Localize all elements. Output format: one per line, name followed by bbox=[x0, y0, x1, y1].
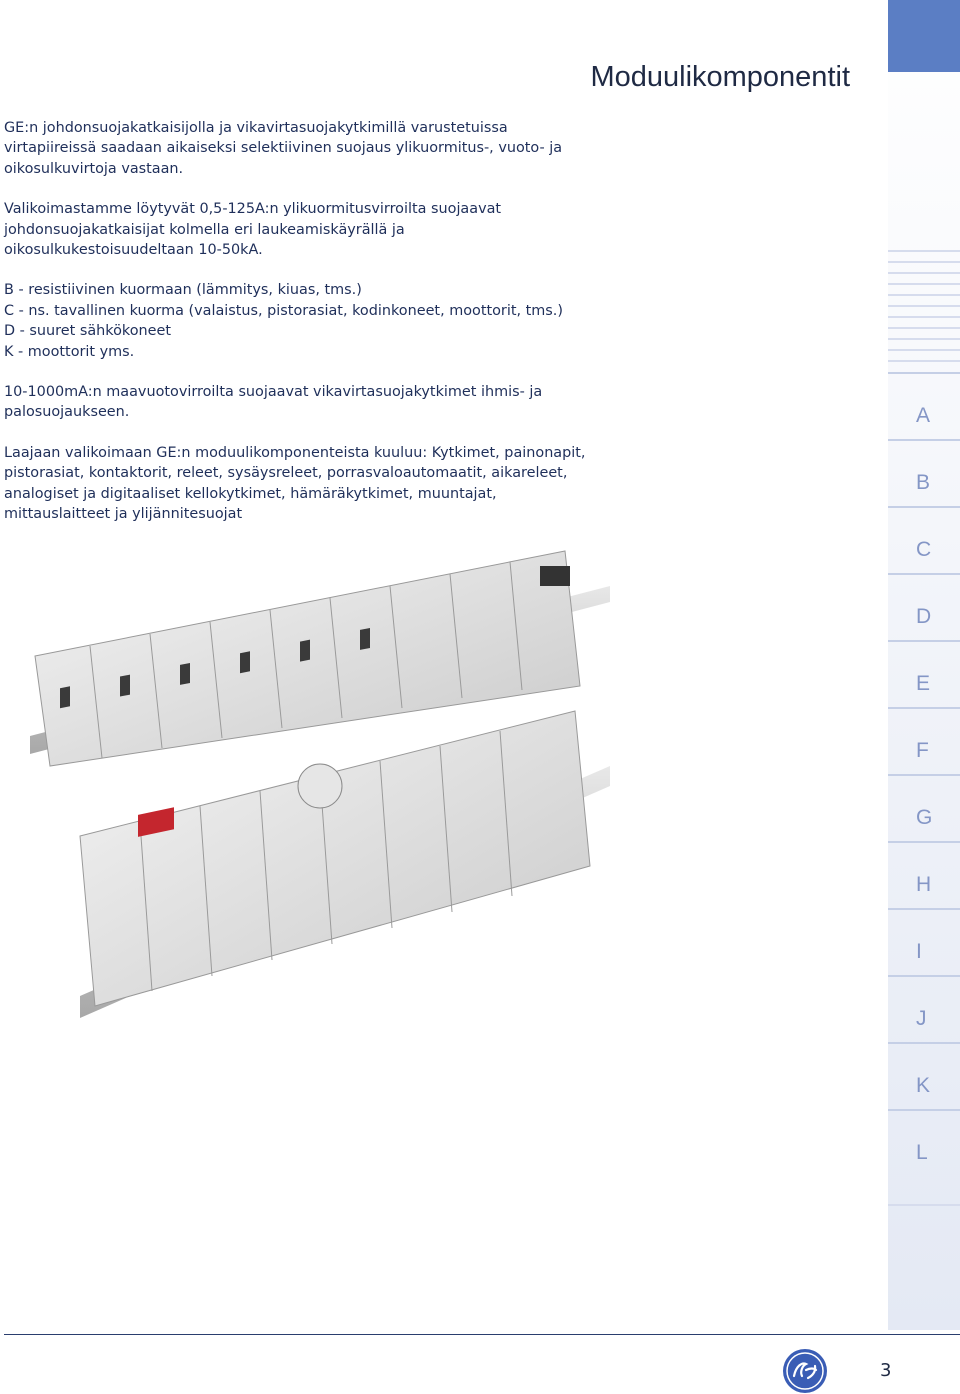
ge-logo-icon bbox=[782, 1348, 828, 1394]
text-line: oikosulkukestoisuudeltaan 10-50kA. bbox=[4, 242, 263, 259]
text-line: virtapiireissä saadaan aikaiseksi selektiivinen suojaus ylikuormitus-, vuoto- ja bbox=[4, 140, 563, 157]
footer-rule bbox=[4, 1334, 960, 1335]
index-letter-l[interactable]: L bbox=[888, 1109, 960, 1176]
sidebar bbox=[888, 0, 960, 1330]
text-line: D - suuret sähkökoneet bbox=[4, 323, 171, 340]
text-line: Valikoimastamme löytyvät 0,5-125A:n ylikuormitusvirroilta suojaavat bbox=[4, 201, 502, 218]
index-letter-g[interactable]: G bbox=[888, 774, 960, 841]
index-letter-i[interactable]: I bbox=[888, 908, 960, 975]
text-line: GE:n johdonsuojakatkaisijolla ja vikavirtasuojakytkimillä varustetuissa bbox=[4, 120, 508, 136]
text-line: analogiset ja digitaaliset kellokytkimet, hämäräkytkimet, muuntajat, bbox=[4, 485, 497, 502]
text-line: 10-1000mA:n maavuotovirroilta suojaavat vikavirtasuojakytkimet ihmis- ja bbox=[4, 384, 543, 401]
index-letter-e[interactable]: E bbox=[888, 640, 960, 707]
text-line: K - moottorit yms. bbox=[4, 343, 135, 360]
paragraph-curves bbox=[4, 280, 604, 362]
text-line: mittauslaitteet ja ylijännitesuojat bbox=[4, 506, 243, 523]
paragraph-range-list bbox=[4, 443, 604, 525]
text-line: Laajaan valikoimaan GE:n moduulikomponenteista kuuluu: Kytkimet, painonapit, bbox=[4, 444, 586, 461]
body-text bbox=[4, 118, 604, 545]
text-line: pistorasiat, kontaktorit, releet, sysäysreleet, porrasvaloautomaatit, aikareleet, bbox=[4, 465, 568, 482]
sidebar-rules bbox=[888, 250, 960, 371]
text-line: B - resistiivinen kuormaan (lämmitys, kiuas, tms.) bbox=[4, 282, 362, 299]
paragraph-intro bbox=[4, 118, 604, 179]
chapter-tab bbox=[888, 0, 960, 72]
index-letter-d[interactable]: D bbox=[888, 573, 960, 640]
index-letter-h[interactable]: H bbox=[888, 841, 960, 908]
text-line: johdonsuojakatkaisijat kolmella eri laukeamiskäyrällä ja bbox=[4, 221, 405, 238]
page-number: 3 bbox=[880, 1360, 892, 1381]
page-title: Moduulikomponentit bbox=[590, 61, 850, 94]
text-line: C - ns. tavallinen kuorma (valaistus, pistorasiat, kodinkoneet, moottorit, tms.) bbox=[4, 302, 563, 319]
index-letter-b[interactable]: B bbox=[888, 439, 960, 506]
product-photo bbox=[20, 536, 620, 1056]
paragraph-rcd bbox=[4, 382, 604, 423]
text-line: oikosulkuvirtoja vastaan. bbox=[4, 160, 184, 177]
index-letter-f[interactable]: F bbox=[888, 707, 960, 774]
index-letter-j[interactable]: J bbox=[888, 975, 960, 1042]
text-line: palosuojaukseen. bbox=[4, 404, 130, 421]
paragraph-range bbox=[4, 199, 604, 260]
index-letter-c[interactable]: C bbox=[888, 506, 960, 573]
index-letter-a[interactable]: A bbox=[888, 372, 960, 439]
sidebar-rules-bottom bbox=[888, 1204, 960, 1215]
index-letter-k[interactable]: K bbox=[888, 1042, 960, 1109]
